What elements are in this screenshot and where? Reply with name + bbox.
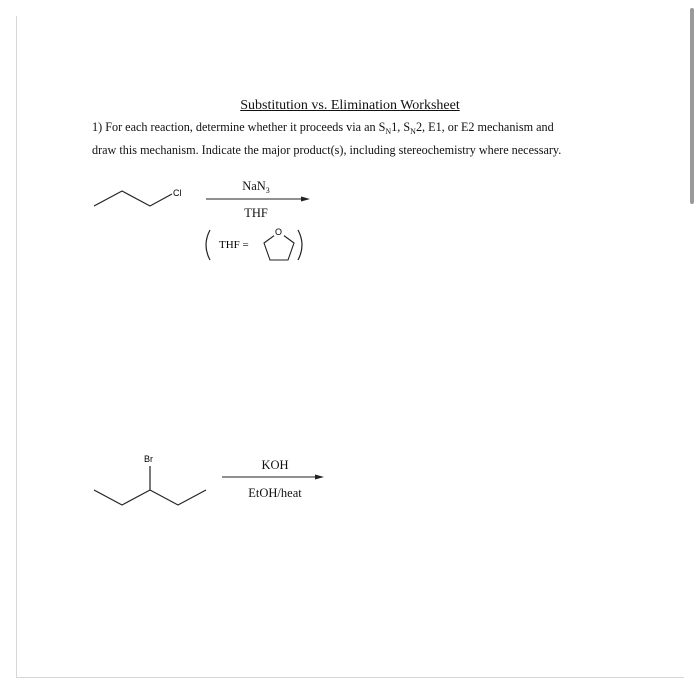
thf-note-label: THF = — [219, 239, 249, 251]
reaction2-reagent-below: EtOH/heat — [248, 486, 302, 500]
left-paren — [206, 230, 210, 260]
reaction1-leaving-group: Cl — [173, 188, 182, 198]
right-paren — [298, 230, 302, 260]
subscript-n-2: N — [410, 127, 416, 136]
reaction1-skeleton — [94, 191, 172, 206]
reaction2-arrowhead — [315, 475, 324, 480]
question-number: 1) — [92, 120, 103, 134]
instructions-sn1: 1, S — [391, 120, 411, 134]
reagent-nan: NaN — [242, 179, 266, 193]
instructions-text-2: draw this mechanism. Indicate the major product(s), including stereochemistry where necessary. — [92, 143, 562, 157]
reagent-subscript: 3 — [265, 186, 270, 195]
reaction2-reagent-above: KOH — [261, 458, 289, 472]
instructions-text-1: For each reaction, determine whether it proceeds via an S — [105, 120, 386, 134]
reaction2-leaving-group: Br — [144, 454, 153, 464]
reaction2-skeleton — [94, 490, 206, 505]
instructions-sn2: 2, E1, or E2 mechanism and — [415, 120, 554, 134]
reaction1-reagent-below: THF — [244, 206, 268, 220]
thf-ring-oxygen: O — [275, 227, 283, 237]
reaction1-arrowhead — [301, 197, 310, 202]
worksheet-title: Substitution vs. Elimination Worksheet — [240, 98, 460, 113]
subscript-n: N — [385, 127, 392, 136]
